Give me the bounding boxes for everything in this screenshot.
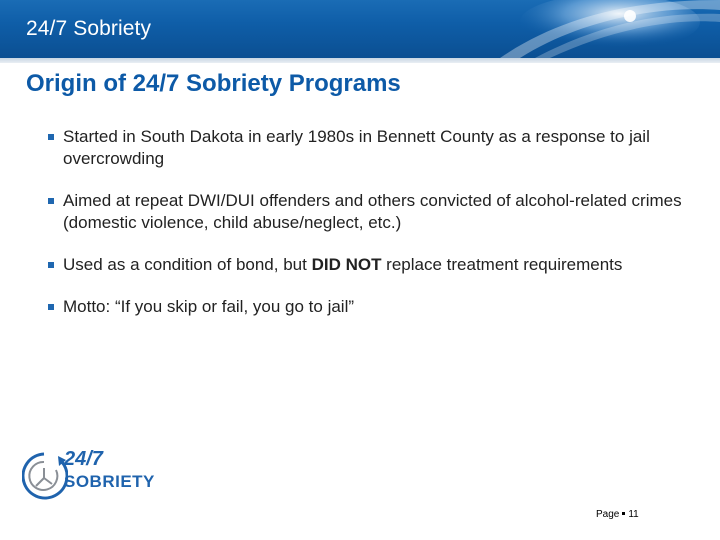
bullet-square-icon <box>48 262 54 268</box>
bullet-square-icon <box>48 134 54 140</box>
bullet-text: Started in South Dakota in early 1980s in Bennett County as a response to jail overcrowding <box>63 127 650 168</box>
bullet-square-icon <box>48 198 54 204</box>
bullet-text: Motto: “If you skip or fail, you go to jail” <box>63 297 355 316</box>
bullet-text-emphasis: DID NOT <box>311 255 382 274</box>
sobriety-logo <box>22 446 202 516</box>
page-number-value: 11 <box>628 509 639 520</box>
page-separator-dot <box>622 512 625 515</box>
logo-text-247: 24/7 <box>64 448 103 470</box>
header-swoosh-decoration <box>460 0 720 58</box>
bullet-item <box>48 126 688 170</box>
bullet-list <box>48 126 688 338</box>
header-bar <box>0 0 720 58</box>
slide-title: Origin of 24/7 Sobriety Programs <box>26 70 401 97</box>
header-title: 24/7 Sobriety <box>26 17 152 40</box>
page-number <box>596 509 639 520</box>
bullet-item <box>48 296 688 318</box>
bullet-square-icon <box>48 304 54 310</box>
bullet-item <box>48 254 688 276</box>
bullet-text-before: Used as a condition of bond, but <box>63 255 312 274</box>
bullet-item <box>48 190 688 234</box>
logo-text-sobriety: SOBRIETY <box>64 472 155 491</box>
header-underline <box>0 58 720 63</box>
clock-arrow-icon <box>22 448 68 510</box>
page-label: Page <box>596 509 620 520</box>
bullet-text: Aimed at repeat DWI/DUI offenders and others convicted of alcohol-related crimes (domestic violence, child abuse/neglect, etc.) <box>63 191 682 232</box>
bullet-text-after: replace treatment requirements <box>381 255 623 274</box>
